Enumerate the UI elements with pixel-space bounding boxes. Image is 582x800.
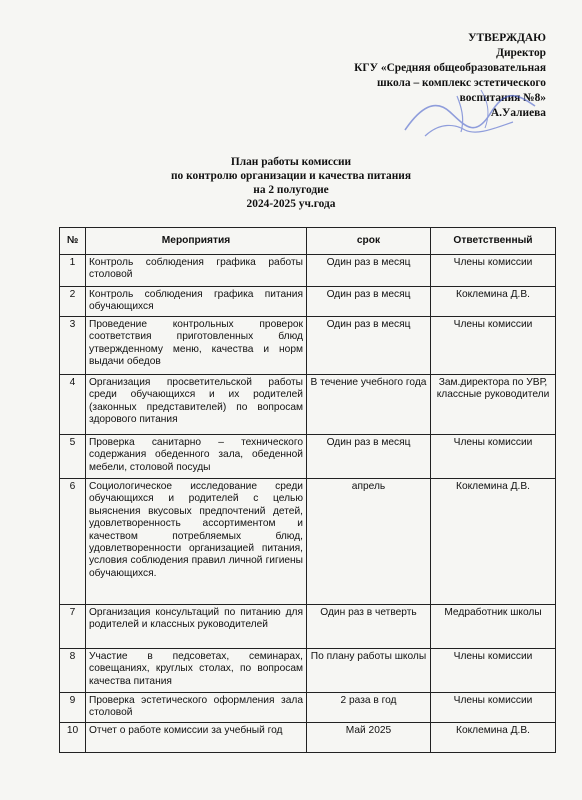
table-row [60,375,556,435]
row-responsible: Коклемина Д.В. [431,287,556,317]
table-row [60,435,556,479]
table-row [60,479,556,605]
header-number: № [60,228,86,255]
row-event: Контроль соблюдения графика питания обучающихся [86,287,307,317]
table-row [60,723,556,753]
row-term: Один раз в месяц [307,435,431,479]
row-number: 1 [60,255,86,287]
title-line3: на 2 полугодие [253,184,329,196]
table-row [60,693,556,723]
row-number: 8 [60,649,86,693]
approval-position: Директор [496,47,546,59]
row-term: В течение учебного года [307,375,431,435]
plan-table [59,227,556,753]
row-event: Организация просветительской работы среди обучающихся и их родителей (законных представителей) по вопросам здорового питания [86,375,307,435]
row-term: 2 раза в год [307,693,431,723]
row-number: 5 [60,435,86,479]
row-term: Один раз в месяц [307,255,431,287]
row-number: 4 [60,375,86,435]
row-number: 2 [60,287,86,317]
row-event: Организация консультаций по питанию для родителей и классных руководителей [86,605,307,649]
approval-org-line1: КГУ «Средняя общеобразовательная [354,62,546,74]
row-event: Проверка эстетического оформления зала столовой [86,693,307,723]
row-term: Один раз в месяц [307,317,431,375]
approval-name: А.Уалиева [490,107,546,119]
row-number: 10 [60,723,86,753]
row-number: 3 [60,317,86,375]
row-responsible: Члены комиссии [431,693,556,723]
row-responsible: Коклемина Д.В. [431,479,556,605]
approval-heading: УТВЕРЖДАЮ [468,32,546,44]
table-row [60,287,556,317]
row-responsible: Зам.директора по УВР, классные руководители [431,375,556,435]
row-responsible: Медработник школы [431,605,556,649]
title-line2: по контролю организации и качества питания [170,170,411,182]
row-term: Один раз в четверть [307,605,431,649]
row-term: Один раз в месяц [307,287,431,317]
table-row [60,255,556,287]
approval-block [316,31,546,121]
row-event: Отчет о работе комиссии за учебный год [86,723,307,753]
table-row [60,605,556,649]
row-number: 7 [60,605,86,649]
table-row [60,649,556,693]
row-responsible: Члены комиссии [431,435,556,479]
row-responsible: Члены комиссии [431,317,556,375]
approval-org-line2: школа – комплекс эстетического [376,77,546,89]
row-event: Социологическое исследование среди обучающихся и родителей с целью выяснения вкусовых предпочтений детей, удовлетворенность ассортиментом и качеством потребляемых блюд, удовлетворенности организацией питания, условия соблюдения правил личной гигиены обучающихся. [86,479,307,605]
row-term: апрель [307,479,431,605]
title-line1: План работы комиссии [230,156,352,168]
row-responsible: Члены комиссии [431,255,556,287]
row-event: Проверка санитарно – технического содержания обеденного зала, обеденной мебели, столовой посуды [86,435,307,479]
row-event: Участие в педсоветах, семинарах, совещаниях, круглых столах, по вопросам качества питания [86,649,307,693]
title-line4: 2024-2025 уч.года [246,198,336,210]
row-term: По плану работы школы [307,649,431,693]
row-term: Май 2025 [307,723,431,753]
approval-org-line3: воспитания №8» [459,92,546,104]
row-responsible: Коклемина Д.В. [431,723,556,753]
row-event: Проведение контрольных проверок соответствия приготовленных блюд утвержденному меню, качества и норм выдачи обедов [86,317,307,375]
row-number: 9 [60,693,86,723]
table-header-row [60,228,556,255]
header-event: Мероприятия [86,228,307,255]
header-term: срок [307,228,431,255]
table-row [60,317,556,375]
row-responsible: Члены комиссии [431,649,556,693]
header-responsible: Ответственный [431,228,556,255]
row-event: Контроль соблюдения графика работы столовой [86,255,307,287]
document-title [100,155,482,211]
row-number: 6 [60,479,86,605]
